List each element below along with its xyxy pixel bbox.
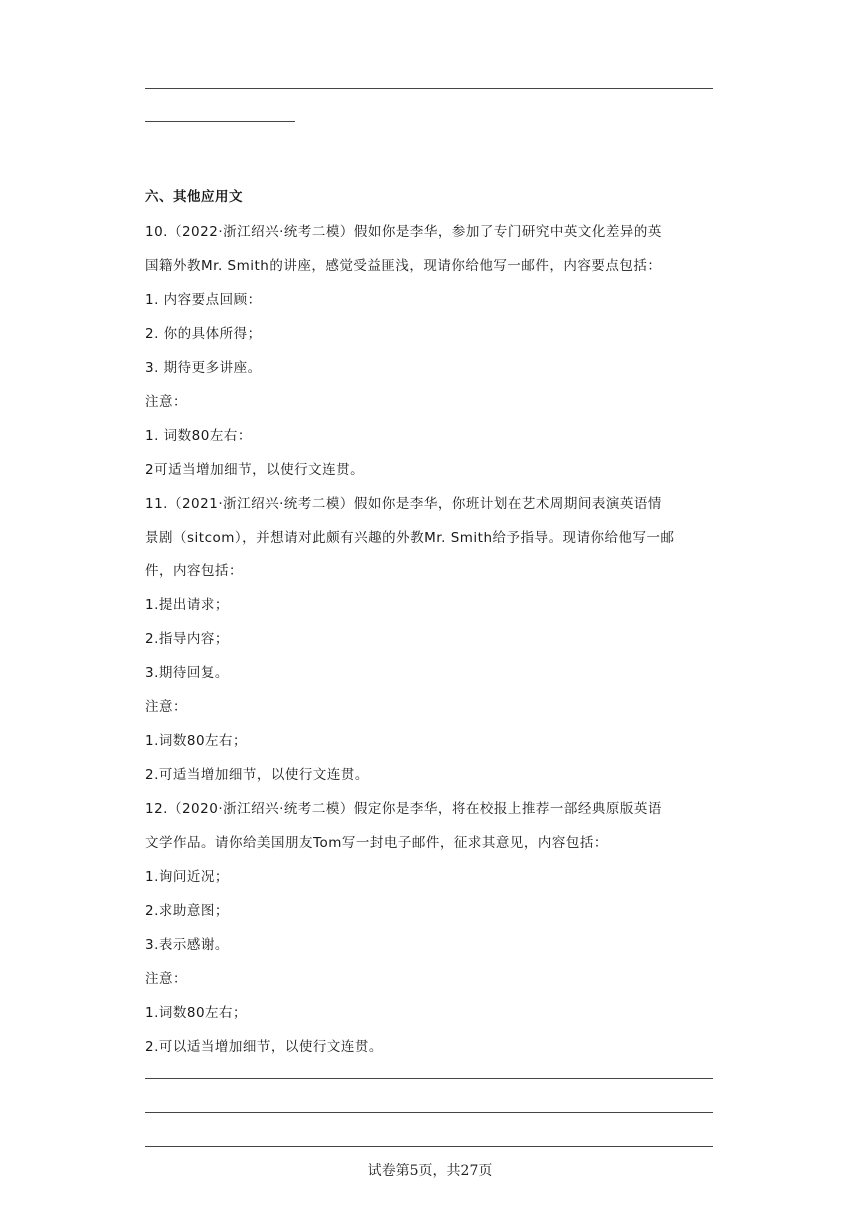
question-10-text: 国籍外教Mr. Smith的讲座，感觉受益匪浅，现请你给他写一邮件，内容要点包括： (145, 258, 662, 274)
answer-line (145, 1078, 713, 1079)
note-label: 注意： (145, 394, 187, 410)
list-item: 1. 内容要点回顾： (145, 292, 262, 308)
list-item: 2.求助意图； (145, 903, 229, 919)
note-item: 1.词数80左右； (145, 1005, 248, 1021)
note-item: 2可适当增加细节，以使行文连贯。 (145, 462, 365, 478)
note-item: 2.可适当增加细节，以使行文连贯。 (145, 767, 369, 783)
answer-line (145, 1146, 713, 1147)
list-item: 2. 你的具体所得； (145, 326, 262, 342)
question-12-text: 文学作品。请你给美国朋友Tom写一封电子邮件，征求其意见，内容包括： (145, 835, 608, 851)
question-12-text: 12.（2020·浙江绍兴·统考二模）假定你是李华，将在校报上推荐一部经典原版英语 (145, 801, 662, 817)
question-11-text: 件，内容包括： (145, 563, 243, 579)
question-10-text: 10.（2022·浙江绍兴·统考二模）假如你是李华，参加了专门研究中英文化差异的英 (145, 224, 662, 240)
note-item: 1.词数80左右； (145, 733, 248, 749)
list-item: 1.询问近况； (145, 869, 229, 885)
note-item: 2.可以适当增加细节，以使行文连贯。 (145, 1039, 383, 1055)
note-label: 注意： (145, 971, 187, 987)
list-item: 3.期待回复。 (145, 665, 229, 681)
section-heading: 六、其他应用文 (145, 189, 243, 205)
list-item: 1.提出请求； (145, 597, 229, 613)
answer-line (145, 1112, 713, 1113)
page-footer: 试卷第5页，共27页 (367, 1163, 493, 1179)
answer-line (145, 121, 295, 122)
note-item: 1. 词数80左右： (145, 428, 252, 444)
question-11-text: 景剧（sitcom），并想请对此颇有兴趣的外教Mr. Smith给予指导。现请你给他写一邮 (145, 530, 675, 546)
list-item: 3. 期待更多讲座。 (145, 360, 262, 376)
list-item: 2.指导内容； (145, 631, 229, 647)
answer-line (145, 88, 713, 89)
list-item: 3.表示感谢。 (145, 937, 229, 953)
question-11-text: 11.（2021·浙江绍兴·统考二模）假如你是李华，你班计划在艺术周期间表演英语情 (145, 496, 662, 512)
note-label: 注意： (145, 699, 187, 715)
